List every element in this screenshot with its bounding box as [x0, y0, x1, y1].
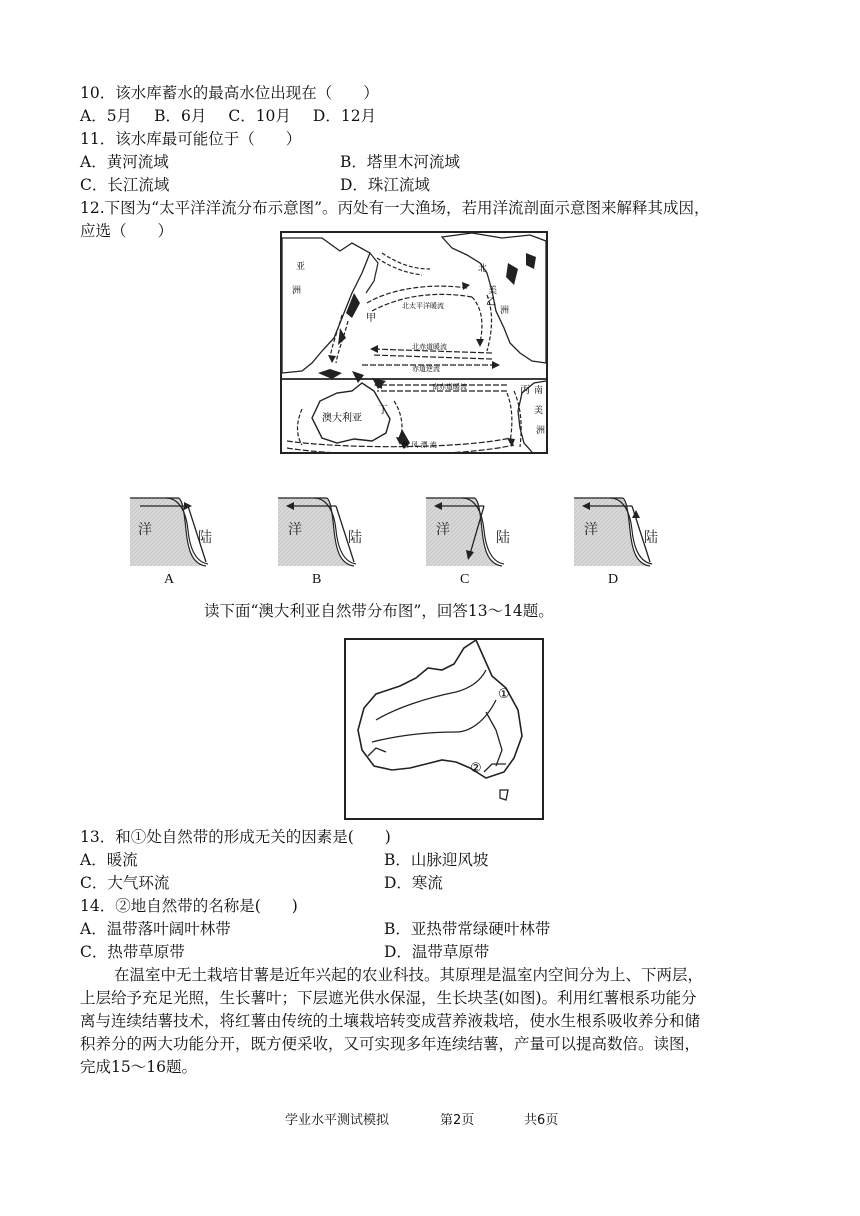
diagram-d-letter: D [608, 572, 619, 587]
q11-option-d: D．珠江流域 [340, 176, 430, 194]
label-ding: 丁 [378, 405, 388, 416]
q10-options [80, 105, 376, 127]
footer-total: 共6页 [524, 1113, 559, 1128]
q11-option-b: B．塔里木河流域 [340, 153, 460, 171]
diagram-b [278, 490, 368, 574]
label-equatorial-counter-current: 赤道逆流 [412, 365, 440, 373]
diagram-a-letter: A [164, 572, 175, 587]
diagram-b-ocean: 洋 [288, 522, 302, 538]
diagram-a-land: 陆 [198, 530, 212, 546]
label-west-wind-drift: 西 风 漂 流 [402, 441, 437, 449]
label-bing: 丙 [520, 385, 530, 396]
australia-mark-1: ① [498, 687, 510, 702]
diagram-d [574, 490, 664, 574]
q13-stem: 13．和①处自然带的形成无关的因素是( ) [80, 828, 391, 846]
intro-13-14: 读下面“澳大利亚自然带分布图”，回答13～14题。 [204, 602, 554, 620]
label-jia: 甲 [366, 313, 376, 324]
pacific-map-figure [282, 233, 546, 452]
label-north-equatorial-current: 北赤道暖流 [412, 343, 447, 351]
label-na-1: 北 [478, 264, 488, 274]
q10-option-d: D．12月 [312, 107, 377, 125]
passage-line-4: 积养分的两大功能分开，既方便采收，又可实现多年连续结薯，产量可以提高数倍。读图， [80, 1035, 701, 1053]
diagram-c-figure [426, 490, 516, 570]
diagram-a-figure [130, 490, 220, 570]
diagram-b-figure [278, 490, 368, 570]
q12-stem-line2: 应选（ ） [80, 222, 174, 240]
diagram-c-ocean: 洋 [436, 522, 450, 538]
footer-page: 第2页 [440, 1113, 475, 1128]
label-yi: 乙 [486, 297, 496, 308]
q10-option-b: B．6月 [154, 107, 207, 125]
q14-option-b: B．亚热带常绿硬叶林带 [384, 920, 551, 938]
q14-option-a: A．温带落叶阔叶林带 [80, 920, 231, 938]
q11-stem: 11．该水库最可能位于（ ） [80, 130, 302, 148]
q10-option-a: A．5月 [80, 107, 133, 125]
diagram-a [130, 490, 220, 574]
q13-option-a: A．暖流 [80, 851, 138, 869]
pacific-current-map [280, 231, 548, 454]
q14-option-c: C．热带草原带 [80, 943, 185, 961]
label-sa-2: 美 [534, 406, 544, 416]
label-north-pacific-current: 北太平洋暖流 [402, 302, 444, 310]
q13-option-d: D．寒流 [384, 874, 443, 892]
passage-line-3: 离与连续结薯技术，将红薯由传统的土壤栽培转变成营养液栽培，使水生根系吸收养分和储 [80, 1012, 701, 1030]
diagram-c-land: 陆 [496, 530, 510, 546]
label-sa-3: 洲 [536, 426, 546, 436]
australia-mark-2: ② [470, 761, 482, 776]
q13-option-c: C．大气环流 [80, 874, 170, 892]
diagram-b-letter: B [312, 572, 322, 587]
passage-line-5: 完成15～16题。 [80, 1058, 197, 1076]
label-south-equatorial-current: 南赤道暖流 [432, 383, 467, 391]
diagram-d-figure [574, 490, 664, 570]
footer-title: 学业水平测试模拟 [285, 1113, 390, 1128]
q11-option-c: C．长江流域 [80, 176, 170, 194]
diagram-c [426, 490, 516, 574]
label-na-3: 洲 [500, 306, 510, 316]
q11-option-a: A．黄河流域 [80, 153, 169, 171]
diagram-d-land: 陆 [644, 530, 658, 546]
q14-stem: 14．②地自然带的名称是( ) [80, 897, 298, 915]
label-asia-1: 亚 [296, 262, 306, 272]
label-asia-2: 洲 [292, 286, 302, 296]
q10-stem: 10．该水库蓄水的最高水位出现在（ ） [80, 84, 379, 102]
q13-option-b: B．山脉迎风坡 [384, 851, 489, 869]
diagram-d-ocean: 洋 [584, 522, 598, 538]
diagram-b-land: 陆 [348, 530, 362, 546]
q10-option-c: C．10月 [228, 107, 291, 125]
passage-line-1: 在温室中无土栽培甘薯是近年兴起的农业科技。其原理是温室内空间分为上、下两层， [114, 966, 704, 984]
diagram-c-letter: C [460, 572, 470, 587]
label-sa-1: 南 [534, 386, 544, 396]
label-australia: 澳大利亚 [322, 413, 362, 424]
q12-stem-line1: 12.下图为“太平洋洋流分布示意图”。丙处有一大渔场，若用洋流剖面示意图来解释其成因， [80, 199, 710, 217]
q14-option-d: D．温带草原带 [384, 943, 490, 961]
australia-zone-map [344, 638, 544, 820]
label-na-2: 美 [488, 286, 498, 296]
australia-map-figure [346, 640, 542, 818]
diagram-a-ocean: 洋 [138, 522, 152, 538]
passage-line-2: 上层给予充足光照，生长薯叶；下层遮光供水保湿，生长块茎(如图)。利用红薯根系功能分 [80, 989, 697, 1007]
